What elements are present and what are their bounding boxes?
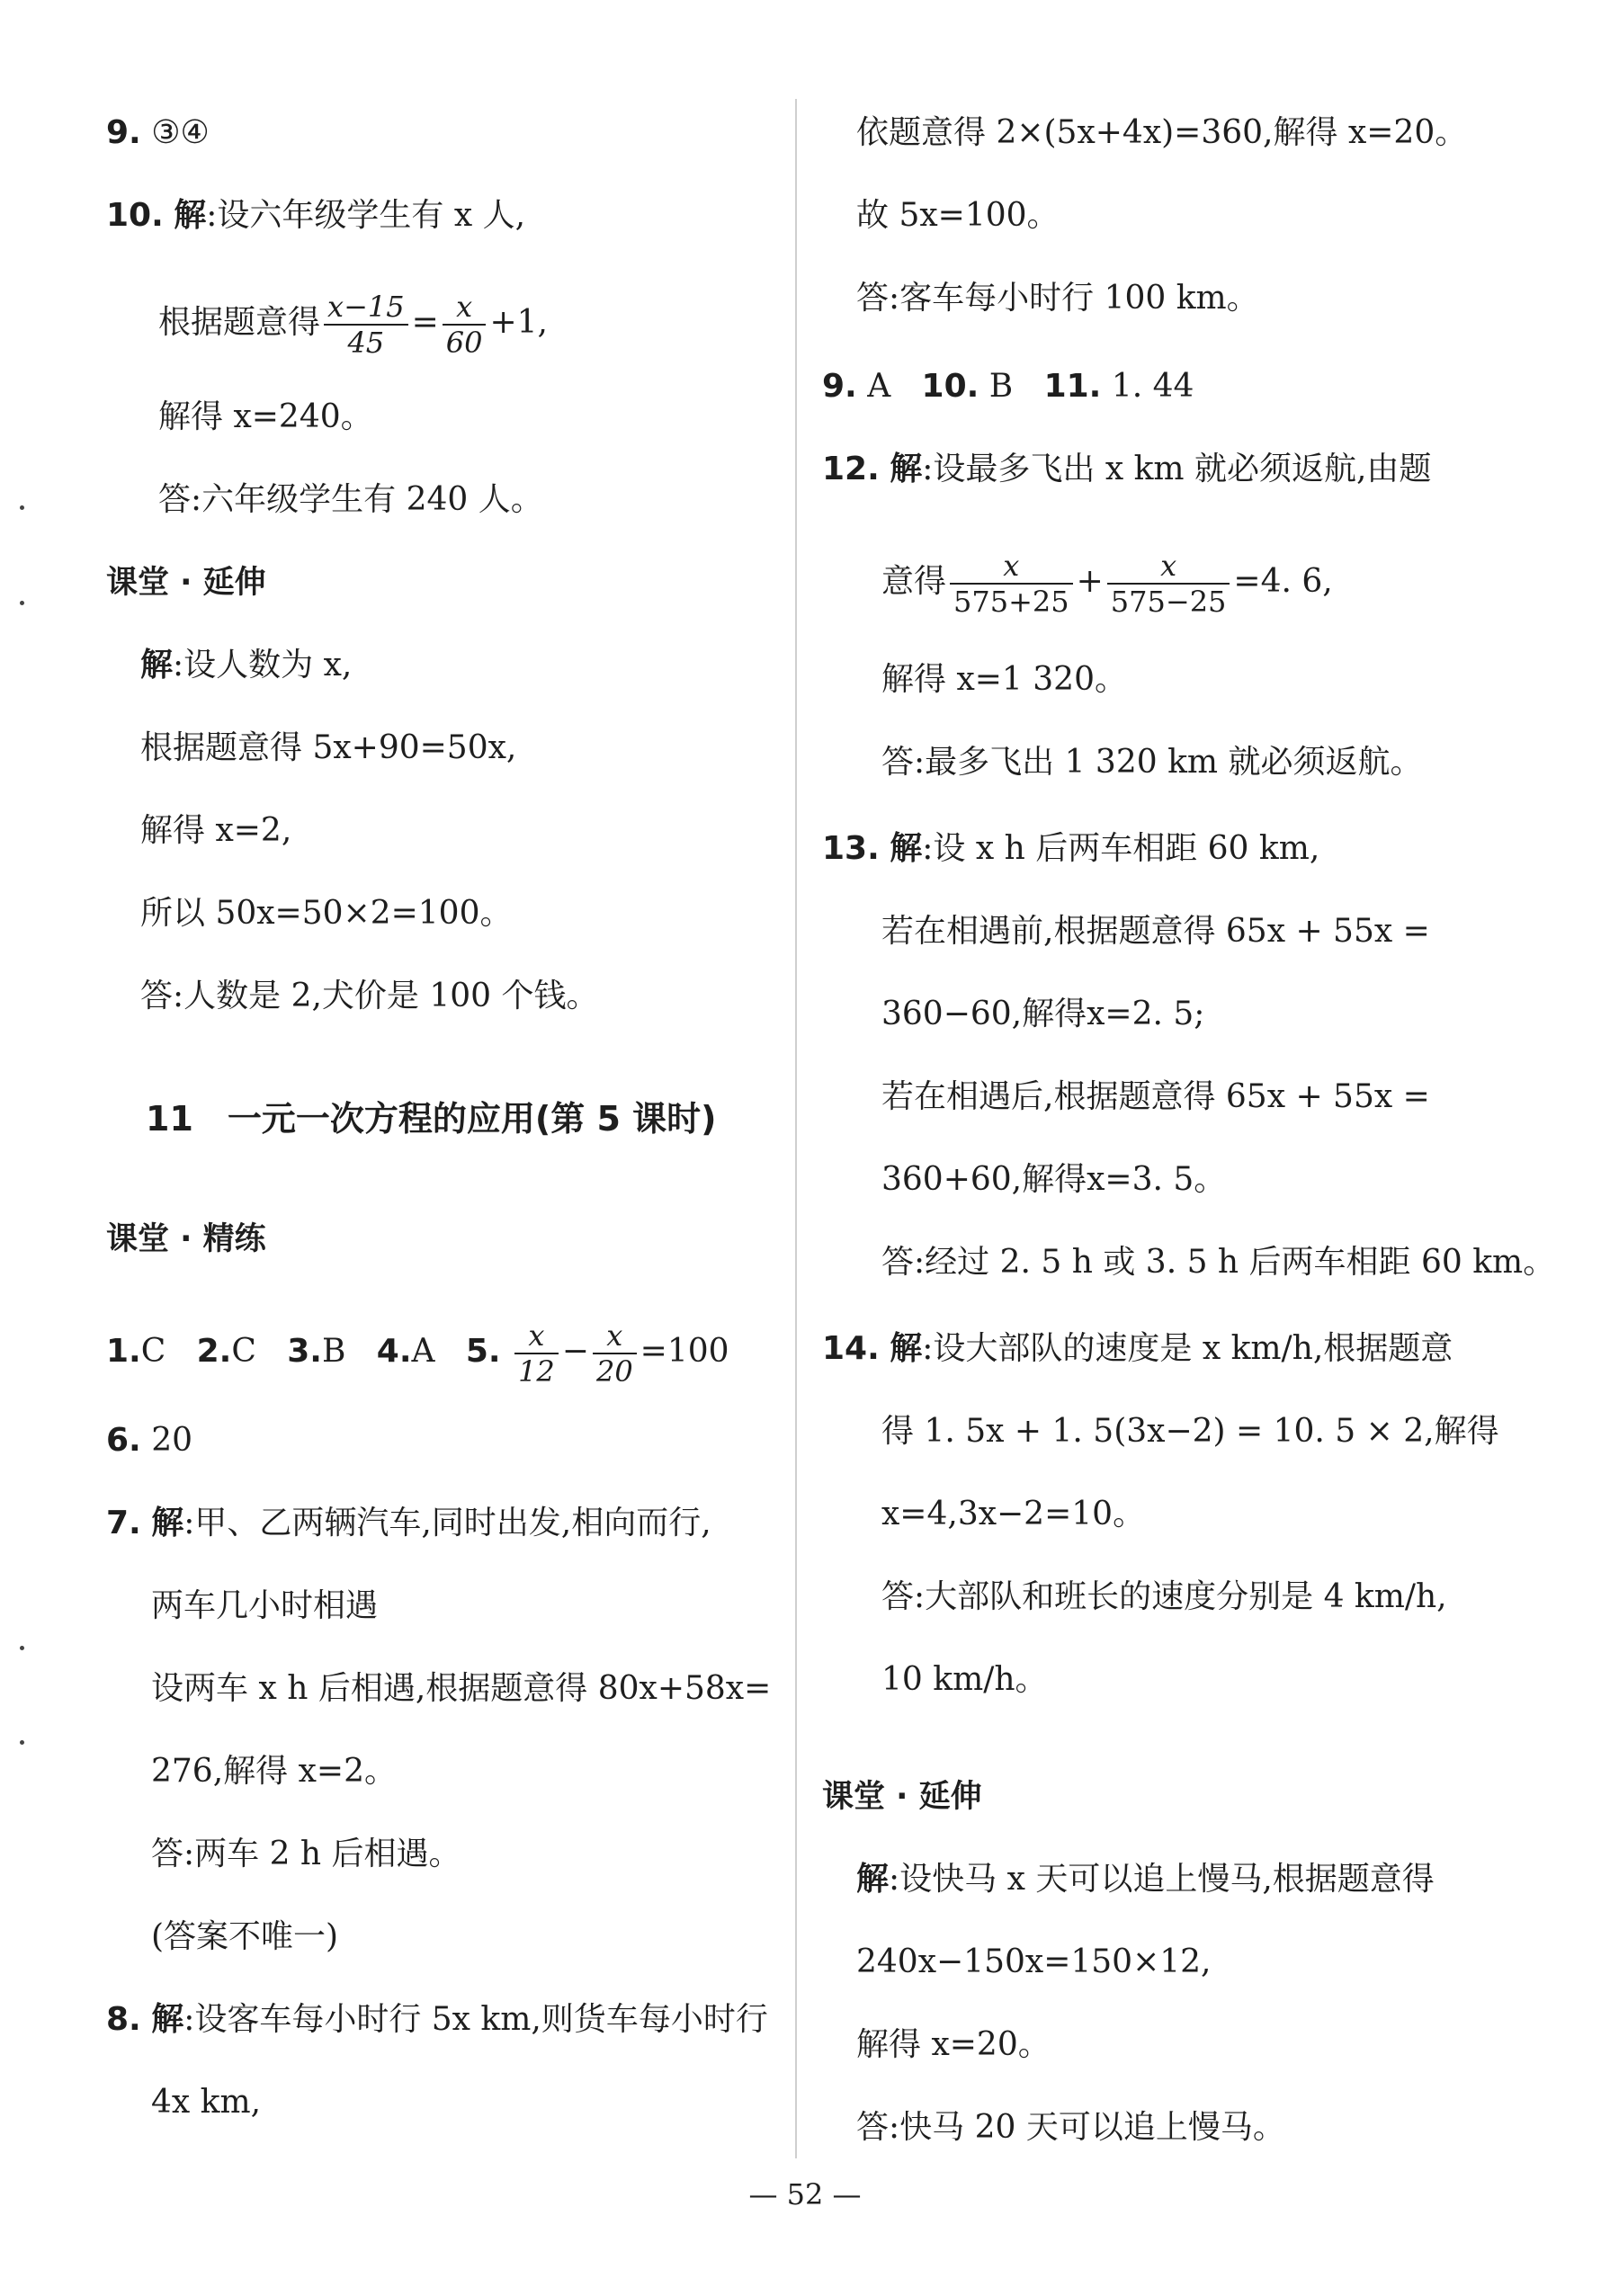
q14-line4: 答:大部队和班长的速度分别是 4 km/h,	[881, 1578, 1447, 1615]
q8-cont-line1: 依题意得 2×(5x+4x)=360,解得 x=20。	[856, 114, 1468, 151]
ext2-answer: 答:快马 20 天可以追上慢马。	[856, 2109, 1285, 2146]
margin-dot	[20, 1740, 24, 1745]
ext1-line2: 根据题意得 5x+90=50x,	[140, 729, 517, 766]
q12-equation: 意得 $\frac{x}{575+25}$ + $\frac{x}{575-25}$ =4. 6,	[881, 549, 1333, 619]
q12-solve: 解得 x=1 320。	[881, 661, 1127, 698]
q10-answer: 答:六年级学生有 240 人。	[158, 481, 543, 518]
q14-line3: x=4,3x−2=10。	[881, 1496, 1146, 1532]
q7-line2: 两车几小时相遇	[151, 1587, 379, 1624]
q7-line1: 7. 解:甲、乙两辆汽车,同时出发,相向而行,	[106, 1505, 711, 1541]
q7-line3: 设两车 x h 后相遇,根据题意得 80x+58x=	[151, 1670, 772, 1707]
section-heading-extension: 课堂 · 延伸	[822, 1779, 982, 1815]
q14-line2: 得 1. 5x + 1. 5(3x−2) = 10. 5 × 2,解得	[881, 1413, 1499, 1450]
q13-line3: 360−60,解得x=2. 5;	[881, 996, 1205, 1032]
ext1-line4: 所以 50x=50×2=100。	[140, 895, 513, 932]
fraction: $\frac{x}{575-25}$	[1107, 549, 1230, 619]
fraction: $\frac{x}{12}$	[514, 1318, 559, 1389]
lesson-title: 11 一元一次方程的应用(第 5 课时)	[146, 1099, 717, 1139]
q7-line6: (答案不唯一)	[151, 1918, 339, 1955]
q13-line1: 13. 解:设 x h 后两车相距 60 km,	[822, 830, 1320, 867]
ext2-line2: 240x−150x=150×12,	[856, 1943, 1212, 1980]
fraction: $\frac{x}{575+25}$	[950, 549, 1073, 619]
answer-q10: 10. 解:设六年级学生有 x 人,	[106, 197, 526, 234]
section-heading-extension: 课堂 · 延伸	[106, 565, 266, 601]
q7-line5: 答:两车 2 h 后相遇。	[151, 1836, 461, 1872]
fraction: $\frac{x-15}{45}$	[324, 290, 408, 360]
margin-dot	[20, 1646, 24, 1650]
q10-equation: 根据题意得 $\frac{x-15}{45}$ = $\frac{x}{60}$ +1,	[158, 290, 548, 360]
q14-line1: 14. 解:设大部队的速度是 x km/h,根据题意	[822, 1330, 1453, 1367]
q8-cont-answer: 答:客车每小时行 100 km。	[856, 280, 1259, 317]
q8-cont-line2: 故 5x=100。	[856, 197, 1060, 234]
page-number: — 52 —	[748, 2177, 862, 2211]
q8-line1: 8. 解:设客车每小时行 5x km,则货车每小时行	[106, 2001, 768, 2038]
section-heading-practice: 课堂 · 精练	[106, 1221, 266, 1257]
answers-q1-q5: 1.C 2.C 3.B 4.A 5. $\frac{x}{12}$ − $\frac{x}{20}$ =100	[106, 1318, 729, 1389]
q8-line2: 4x km,	[151, 2084, 262, 2121]
column-divider	[795, 99, 797, 2158]
margin-dot	[20, 601, 24, 605]
ext1-line3: 解得 x=2,	[140, 812, 292, 849]
q10-solve: 解得 x=240。	[158, 398, 373, 435]
answer-q6: 6. 20	[106, 1422, 192, 1459]
ext2-line1: 解:设快马 x 天可以追上慢马,根据题意得	[856, 1861, 1435, 1898]
q13-answer: 答:经过 2. 5 h 或 3. 5 h 后两车相距 60 km。	[881, 1244, 1556, 1281]
fraction: $\frac{x}{20}$	[593, 1318, 637, 1389]
answers-q9-q11: 9. A 10. B 11. 1. 44	[822, 368, 1194, 405]
fraction: $\frac{x}{60}$	[443, 290, 487, 360]
q13-line5: 360+60,解得x=3. 5。	[881, 1161, 1227, 1198]
answer-q9: 9. ③④	[106, 114, 210, 151]
ext1-line5: 答:人数是 2,犬价是 100 个钱。	[140, 978, 599, 1014]
q13-line4: 若在相遇后,根据题意得 65x + 55x =	[881, 1078, 1430, 1115]
ext2-line3: 解得 x=20。	[856, 2026, 1051, 2063]
q12-answer: 答:最多飞出 1 320 km 就必须返航。	[881, 744, 1423, 781]
q14-line5: 10 km/h。	[881, 1661, 1048, 1698]
q13-line2: 若在相遇前,根据题意得 65x + 55x =	[881, 913, 1430, 950]
q12-line1: 12. 解:设最多飞出 x km 就必须返航,由题	[822, 451, 1432, 487]
q7-line4: 276,解得 x=2。	[151, 1753, 397, 1790]
margin-dot	[20, 505, 24, 510]
ext1-line1: 解:设人数为 x,	[140, 647, 353, 683]
